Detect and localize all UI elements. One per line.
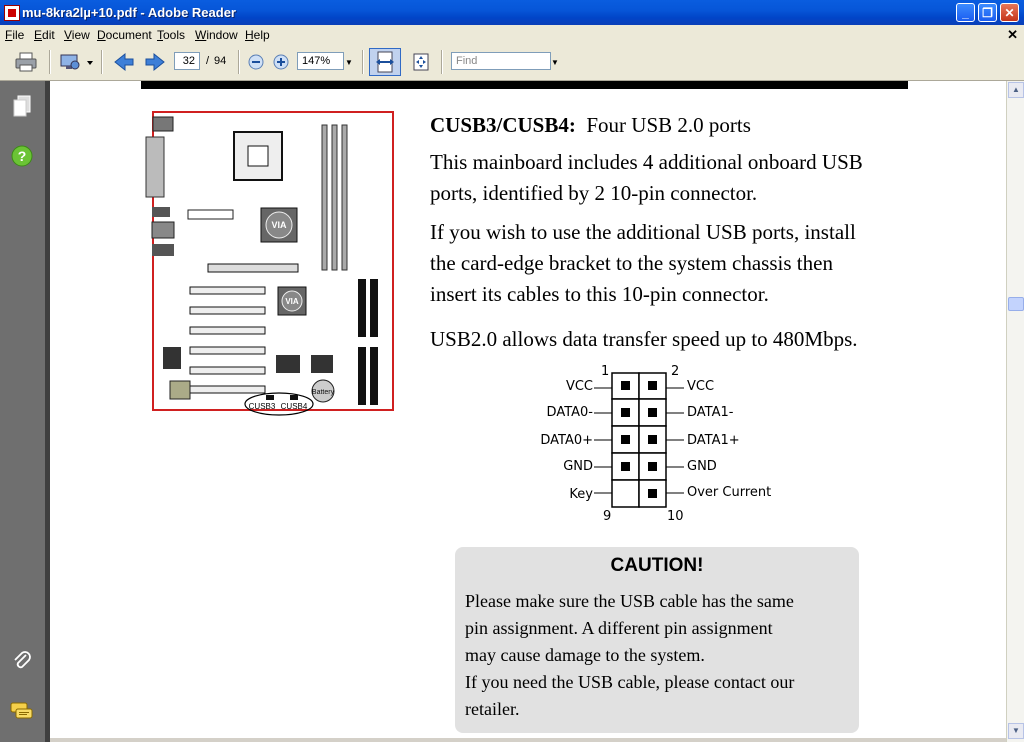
toolbar-separator <box>101 50 103 74</box>
minimize-button[interactable]: _ <box>956 3 975 22</box>
paragraph-3: USB2.0 allows data transfer speed up to 480Mbps. <box>430 327 858 351</box>
status-strip <box>50 738 1006 742</box>
print-button[interactable] <box>12 51 40 73</box>
menu-help[interactable]: Help <box>245 28 270 42</box>
toolbar-separator <box>362 50 364 74</box>
menu-document[interactable]: Document <box>97 28 152 42</box>
pdf-app-icon <box>4 5 20 21</box>
help-icon <box>11 145 33 167</box>
section-heading <box>430 110 751 141</box>
paperclip-icon <box>11 650 33 672</box>
pin-label-left-4: GND <box>563 459 593 474</box>
scroll-down-arrow-icon[interactable]: ▼ <box>1008 723 1024 739</box>
pin-label-left-3: DATA0+ <box>540 433 593 448</box>
pin-label-right-2: DATA1- <box>687 405 734 420</box>
pin-number-10: 10 <box>667 509 684 524</box>
toolbar <box>0 45 1024 81</box>
document-page <box>50 81 1006 742</box>
pin-number-9: 9 <box>603 509 612 524</box>
caution-line-3: may cause damage to the system. <box>465 645 705 665</box>
paragraph-1-line-2: ports, identified by 2 10-pin connector. <box>430 181 758 205</box>
menu-tools[interactable]: Tools <box>157 28 186 42</box>
vertical-scrollbar[interactable] <box>1006 81 1024 742</box>
pin-label-left-2: DATA0- <box>546 405 593 420</box>
pin-label-right-5: Over Current <box>687 485 772 500</box>
next-page-button[interactable] <box>143 51 167 73</box>
title-bar <box>0 0 1024 25</box>
pin-label-right-3: DATA1+ <box>687 433 740 448</box>
board-label-cusb4: CUSB4 <box>280 402 308 411</box>
caution-line-5: retailer. <box>465 699 520 719</box>
menu-file[interactable]: File <box>5 28 25 42</box>
caution-title: CAUTION! <box>610 555 704 576</box>
attachments-button[interactable] <box>10 649 34 673</box>
menu-window[interactable]: Window <box>195 28 238 42</box>
zoom-level-input[interactable]: 147% <box>297 52 344 70</box>
zoom-dropdown-chevron-icon[interactable]: ▼ <box>345 57 353 67</box>
arrow-right-icon <box>144 52 166 72</box>
menu-bar <box>0 25 1024 45</box>
pin-label-left-1: VCC <box>565 379 593 394</box>
help-button[interactable] <box>10 144 34 168</box>
paragraph-2-line-3: insert its cables to this 10-pin connector. <box>430 282 769 306</box>
zoom-in-icon <box>272 53 290 71</box>
toolbar-separator <box>49 50 51 74</box>
pin-label-right-1: VCC <box>687 379 715 394</box>
scrollbar-thumb[interactable] <box>1008 297 1024 311</box>
chip-label-south: VIA <box>285 297 299 306</box>
pin-number-1: 1 <box>601 364 610 379</box>
paragraph-2-line-1: If you wish to use the additional USB ports, install <box>430 220 856 244</box>
collaborate-button[interactable] <box>58 51 94 73</box>
heading-rest: Four USB 2.0 ports <box>586 113 751 137</box>
zoom-out-button[interactable] <box>246 51 266 73</box>
paragraph-2-line-2: the card-edge bracket to the system chassis then <box>430 251 833 275</box>
printer-icon <box>14 52 38 72</box>
find-dropdown-chevron-icon[interactable]: ▼ <box>551 57 559 67</box>
navigation-sidebar <box>0 81 45 742</box>
caution-line-2: pin assignment. A different pin assignment <box>465 618 773 638</box>
menu-view[interactable]: View <box>64 28 90 42</box>
previous-page-button[interactable] <box>112 51 136 73</box>
window-title: mu-8kra2lµ+10.pdf - Adobe Reader <box>22 5 236 20</box>
motherboard-diagram <box>138 107 400 427</box>
close-button[interactable]: ✕ <box>1000 3 1019 22</box>
caution-box <box>455 547 859 733</box>
pages-panel-button[interactable] <box>10 94 34 118</box>
menu-edit[interactable]: Edit <box>34 28 55 42</box>
pages-icon <box>13 95 31 117</box>
restore-button[interactable]: ❐ <box>978 3 997 22</box>
heading-bold: CUSB3/CUSB4: <box>430 113 576 137</box>
page-header-rule <box>141 81 908 89</box>
comments-button[interactable] <box>10 699 34 723</box>
battery-label: Battery <box>311 389 335 396</box>
board-label-cusb3: CUSB3 <box>248 402 276 411</box>
svg-text:?: ? <box>17 148 27 164</box>
find-input[interactable]: Find <box>451 52 551 70</box>
fit-page-button[interactable] <box>409 51 433 73</box>
pin-header-grid <box>590 371 710 511</box>
page-total: 94 <box>214 55 227 67</box>
zoom-out-icon <box>247 53 265 71</box>
share-monitor-icon <box>59 52 93 72</box>
arrow-left-icon <box>113 52 135 72</box>
chip-label-north: VIA <box>271 220 287 230</box>
zoom-in-button[interactable] <box>271 51 291 73</box>
fit-width-button[interactable] <box>369 48 401 76</box>
document-close-icon[interactable]: ✕ <box>1007 27 1018 42</box>
pin-label-left-5: Key <box>569 487 593 502</box>
page-separator: / <box>206 55 210 67</box>
pin-number-2: 2 <box>671 364 680 379</box>
caution-line-4: If you need the USB cable, please contact our <box>465 672 795 692</box>
fit-page-icon <box>411 52 431 72</box>
fit-width-icon <box>375 51 395 73</box>
pin-label-right-4: GND <box>687 459 717 474</box>
toolbar-separator <box>441 50 443 74</box>
toolbar-separator <box>238 50 240 74</box>
scroll-up-arrow-icon[interactable]: ▲ <box>1008 82 1024 98</box>
page-number-input[interactable]: 32 <box>174 52 200 70</box>
comments-icon <box>10 700 34 722</box>
caution-line-1: Please make sure the USB cable has the same <box>465 591 794 611</box>
paragraph-1-line-1: This mainboard includes 4 additional onboard USB <box>430 150 863 174</box>
